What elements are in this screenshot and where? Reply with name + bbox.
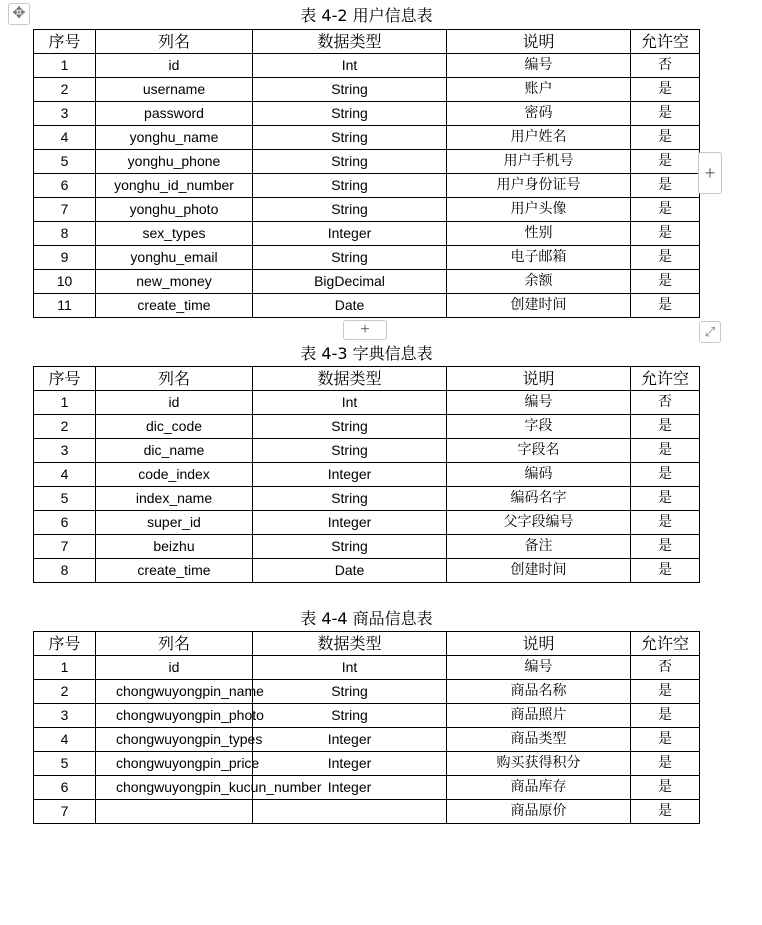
cell-description: 用户手机号 [447,150,631,174]
cell-data-type: Int [253,656,447,680]
cell-description: 父字段编号 [447,511,631,535]
user-info-table [33,29,700,318]
cell-description: 性别 [447,222,631,246]
cell-index: 1 [34,391,96,415]
cell-description: 备注 [447,535,631,559]
header-data-type: 数据类型 [253,30,447,54]
table-row [34,439,700,463]
table-row [34,102,700,126]
cell-data-type [253,800,447,824]
cell-index: 2 [34,78,96,102]
cell-data-type: Int [253,391,447,415]
resize-icon[interactable]: ⤢ [699,321,721,343]
cell-index: 11 [34,294,96,318]
cell-description: 用户头像 [447,198,631,222]
cell-nullable: 是 [631,270,700,294]
table-caption-dictionary-info: 表 4-3 字典信息表 [300,344,433,363]
cell-data-type: Integer [253,728,447,752]
product-info-table [33,631,700,824]
cell-data-type: String [253,704,447,728]
cell-nullable: 是 [631,78,700,102]
cell-index: 4 [34,463,96,487]
cell-column-name: chongwuyongpin_name [96,680,253,704]
header-nullable: 允许空 [631,367,700,391]
table-row [34,704,700,728]
cell-description: 电子邮箱 [447,246,631,270]
cell-nullable: 是 [631,776,700,800]
cell-index: 6 [34,174,96,198]
table-row [34,126,700,150]
cell-description: 账户 [447,78,631,102]
cell-nullable: 是 [631,680,700,704]
cell-index: 2 [34,680,96,704]
table-row [34,511,700,535]
cell-data-type: String [253,102,447,126]
cell-nullable: 是 [631,463,700,487]
header-column-name: 列名 [96,632,253,656]
cell-nullable: 是 [631,800,700,824]
cell-column-name: code_index [96,463,253,487]
cell-column-name: index_name [96,487,253,511]
header-column-name: 列名 [96,367,253,391]
cell-description: 字段名 [447,439,631,463]
cell-nullable: 是 [631,102,700,126]
cell-column-name: username [96,78,253,102]
table-row [34,270,700,294]
cell-index: 7 [34,198,96,222]
cell-data-type: Integer [253,511,447,535]
cell-description: 商品库存 [447,776,631,800]
cell-data-type: Integer [253,752,447,776]
table-row [34,222,700,246]
cell-description: 商品类型 [447,728,631,752]
cell-nullable: 是 [631,150,700,174]
cell-column-name: yonghu_name [96,126,253,150]
add-column-icon[interactable]: + [698,152,722,194]
cell-data-type: String [253,150,447,174]
cell-data-type: String [253,439,447,463]
cell-index: 3 [34,102,96,126]
cell-index: 3 [34,439,96,463]
table-header-row [34,632,700,656]
cell-column-name [96,800,253,824]
header-description: 说明 [447,632,631,656]
cell-description: 编号 [447,391,631,415]
cell-data-type: BigDecimal [253,270,447,294]
header-description: 说明 [447,30,631,54]
cell-column-name: yonghu_email [96,246,253,270]
cell-data-type: String [253,78,447,102]
cell-index: 5 [34,752,96,776]
cell-nullable: 是 [631,728,700,752]
cell-column-name: create_time [96,294,253,318]
cell-description: 商品照片 [447,704,631,728]
cell-index: 8 [34,222,96,246]
cell-index: 7 [34,535,96,559]
table-row [34,78,700,102]
cell-nullable: 是 [631,174,700,198]
table-row [34,656,700,680]
table-caption-product-info: 表 4-4 商品信息表 [300,609,433,628]
cell-index: 6 [34,776,96,800]
cell-data-type: String [253,246,447,270]
cell-column-name: dic_code [96,415,253,439]
cell-column-name: chongwuyongpin_price [96,752,253,776]
table-row [34,150,700,174]
header-data-type: 数据类型 [253,632,447,656]
cell-column-name: id [96,54,253,78]
cell-index: 1 [34,656,96,680]
cell-data-type: Date [253,294,447,318]
cell-column-name: id [96,391,253,415]
cell-nullable: 是 [631,198,700,222]
cell-index: 4 [34,126,96,150]
cell-data-type: Integer [253,222,447,246]
dictionary-info-table [33,366,700,583]
cell-nullable: 是 [631,559,700,583]
table-move-handle-icon[interactable]: ✥ [8,3,30,25]
header-index: 序号 [34,367,96,391]
header-column-name: 列名 [96,30,253,54]
cell-column-name: yonghu_phone [96,150,253,174]
cell-index: 5 [34,150,96,174]
cell-description: 用户身份证号 [447,174,631,198]
table-caption-user-info: 表 4-2 用户信息表 [300,6,433,25]
cell-column-name: yonghu_id_number [96,174,253,198]
cell-nullable: 是 [631,415,700,439]
header-index: 序号 [34,632,96,656]
cell-column-name: id [96,656,253,680]
cell-data-type: String [253,415,447,439]
cell-description: 编码 [447,463,631,487]
cell-column-name: yonghu_photo [96,198,253,222]
cell-nullable: 是 [631,511,700,535]
cell-data-type: String [253,174,447,198]
cell-description: 商品名称 [447,680,631,704]
header-index: 序号 [34,30,96,54]
cell-column-name: chongwuyongpin_kucun_number [96,776,253,800]
cell-description: 编码名字 [447,487,631,511]
cell-index: 2 [34,415,96,439]
cell-index: 1 [34,54,96,78]
table-header-row [34,367,700,391]
cell-nullable: 是 [631,535,700,559]
cell-description: 用户姓名 [447,126,631,150]
cell-nullable: 是 [631,704,700,728]
cell-column-name: new_money [96,270,253,294]
cell-data-type: String [253,487,447,511]
cell-description: 购买获得积分 [447,752,631,776]
table-row [34,680,700,704]
table-row [34,174,700,198]
cell-index: 3 [34,704,96,728]
table-row [34,800,700,824]
cell-description: 创建时间 [447,559,631,583]
table-row [34,294,700,318]
cell-nullable: 否 [631,656,700,680]
header-nullable: 允许空 [631,632,700,656]
cell-data-type: String [253,198,447,222]
cell-column-name: create_time [96,559,253,583]
cell-column-name: super_id [96,511,253,535]
cell-data-type: Integer [253,776,447,800]
cell-index: 6 [34,511,96,535]
table-row [34,463,700,487]
cell-index: 4 [34,728,96,752]
table-row [34,535,700,559]
cell-column-name: dic_name [96,439,253,463]
cell-index: 7 [34,800,96,824]
cell-column-name: chongwuyongpin_types [96,728,253,752]
cell-nullable: 是 [631,294,700,318]
cell-nullable: 是 [631,222,700,246]
cell-description: 字段 [447,415,631,439]
cell-nullable: 是 [631,126,700,150]
header-nullable: 允许空 [631,30,700,54]
table-row [34,752,700,776]
table-row [34,415,700,439]
table-row [34,559,700,583]
cell-data-type: String [253,126,447,150]
cell-description: 编号 [447,656,631,680]
cell-data-type: String [253,680,447,704]
cell-data-type: String [253,535,447,559]
cell-column-name: beizhu [96,535,253,559]
cell-description: 商品原价 [447,800,631,824]
cell-index: 8 [34,559,96,583]
table-row [34,776,700,800]
cell-description: 余额 [447,270,631,294]
table-row [34,54,700,78]
cell-nullable: 否 [631,54,700,78]
cell-index: 9 [34,246,96,270]
cell-nullable: 是 [631,246,700,270]
cell-column-name: chongwuyongpin_photo [96,704,253,728]
header-data-type: 数据类型 [253,367,447,391]
cell-nullable: 是 [631,752,700,776]
cell-nullable: 否 [631,391,700,415]
cell-index: 10 [34,270,96,294]
cell-description: 编号 [447,54,631,78]
cell-column-name: sex_types [96,222,253,246]
cell-nullable: 是 [631,439,700,463]
table-row [34,198,700,222]
cell-description: 创建时间 [447,294,631,318]
cell-data-type: Date [253,559,447,583]
cell-data-type: Integer [253,463,447,487]
table-row [34,246,700,270]
cell-index: 5 [34,487,96,511]
table-row [34,487,700,511]
table-row [34,391,700,415]
cell-description: 密码 [447,102,631,126]
add-row-icon[interactable]: + [343,320,387,340]
cell-nullable: 是 [631,487,700,511]
table-header-row [34,30,700,54]
table-row [34,728,700,752]
cell-column-name: password [96,102,253,126]
cell-data-type: Int [253,54,447,78]
header-description: 说明 [447,367,631,391]
